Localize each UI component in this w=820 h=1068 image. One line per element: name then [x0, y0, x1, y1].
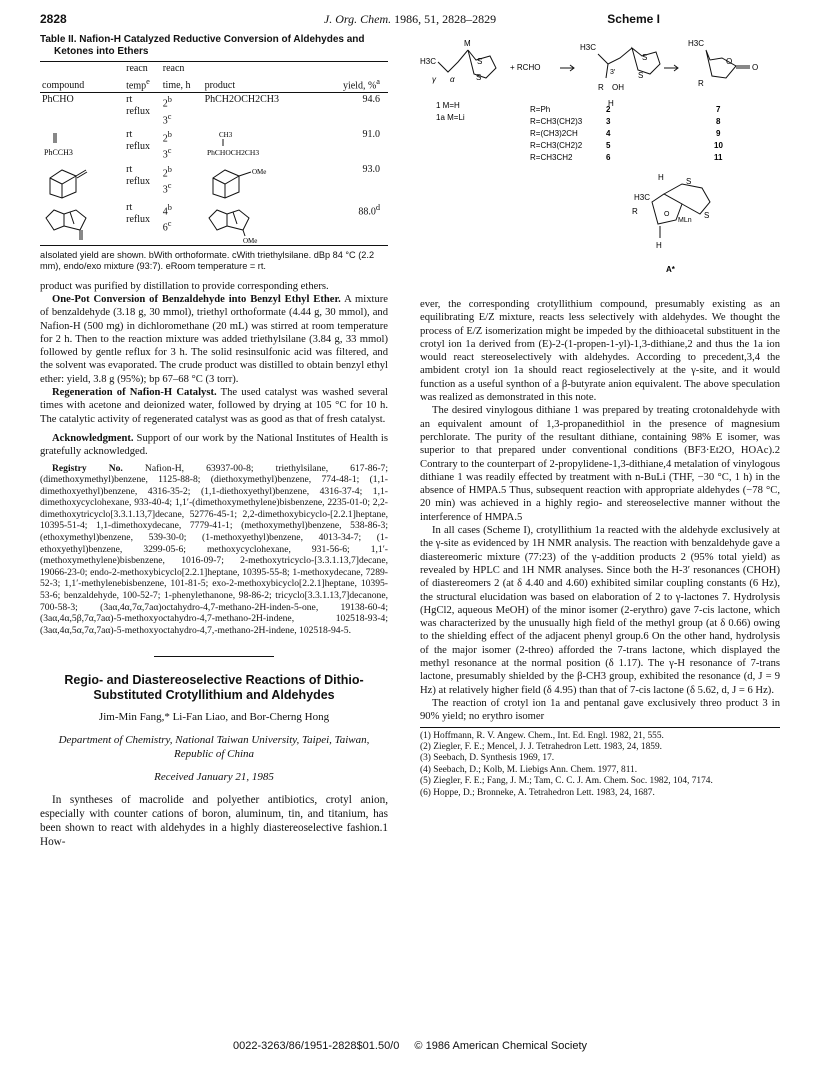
paragraph: One-Pot Conversion of Benzaldehyde into Benzyl Ethyl Ether. A mixture of benzaldehyde (3.18 g, 30 mmol), triethyl orthoformate (4.44 g, 30 mmol), and Nafion-H (500 mg) in dichloromethane (20 mL) was stirred at room temperature for 2 h. Then to the reaction mixture was added triethylsilane (3.84 g, 33 mmol) followed by gentle reflux for 3 h. The solid resinsulfonic acid was filtered, and the solvent was evaporated. The crude product was distilled to obtain benzyl ethyl ether: yield, 3.8 g (95%); bp 67–68 °C (3 torr). [40, 293, 388, 385]
adamantanone-structure [42, 164, 102, 200]
paragraph: Regeneration of Nafion-H Catalyst. The used catalyst was washed several times with acetone and deionized water, followed by drying at 105 °C for 10 h. The catalytic activity of regenerated catalyst was as good as that of fresh catalyst. [40, 387, 388, 425]
svg-text:R=CH3(CH2)3: R=CH3(CH2)3 [530, 117, 583, 126]
svg-text:MLn: MLn [678, 217, 692, 224]
article-code: 0022-3263/86/1951-2828$01.50/0 [232, 1040, 400, 1052]
time-cell: 2$^b$ 3$^c$ [162, 95, 172, 126]
paragraph: ever, the corresponding crotyllithium compound, presumably existing as an equilibrating E/Z mixture, reacts less selectively with aldehydes. We thought the process of E/Z isomerization might be impeded by the dithioacetal substituent in the crotyl ion 1a derived from (E)-2-(1-propen-1-yl)-1,3-dithiane,2 and thus the 1a ion would react stereoselectively with aldehydes. According to precedent,3,4 the ambident crotyl ion 1a should react regioselectively at the γ-site, and it would function as a useful synthon of a β-butyrate anion equivalent. The above speculation was realized as demonstrated in this note. [420, 299, 780, 404]
divider [154, 656, 274, 657]
product-cell [203, 128, 327, 163]
svg-text:R=Ph: R=Ph [530, 105, 551, 114]
svg-text:OMe: OMe [251, 167, 266, 176]
svg-text:3: 3 [606, 117, 611, 126]
svg-text:γ: γ [432, 75, 436, 84]
svg-text:S: S [638, 71, 644, 80]
svg-text:11: 11 [714, 153, 723, 162]
references [420, 727, 780, 799]
page-number: 2828 [40, 12, 67, 26]
svg-text:2: 2 [606, 105, 611, 114]
results-table [40, 61, 388, 246]
affiliation: Department of Chemistry, National Taiwan University, Taipei, Taiwan, Republic of China [58, 734, 370, 761]
svg-text:R=(CH3)2CH: R=(CH3)2CH [530, 129, 578, 138]
compound-cell: PhCHO [42, 94, 74, 106]
scheme-figure [420, 34, 780, 294]
compound-cell [40, 128, 124, 163]
svg-text:R: R [598, 83, 604, 92]
page-header [40, 12, 780, 32]
svg-text:R=CH3(CH2)2: R=CH3(CH2)2 [530, 141, 583, 150]
tricyclic-ketone-structure [42, 202, 102, 242]
svg-text:PhCCH3: PhCCH3 [44, 147, 73, 157]
yield-cell: 88.0$^d$ [326, 201, 388, 246]
svg-text:O: O [726, 57, 733, 66]
svg-text:9: 9 [716, 129, 721, 138]
methoxy-tricyclic-structure [205, 202, 295, 244]
svg-text:H3C: H3C [580, 43, 597, 52]
svg-text:A*: A* [666, 265, 675, 274]
r-group-list [530, 105, 583, 162]
acknowledgment: Acknowledgment. Support of our work by the National Institutes of Health is gratefully acknowledged. [40, 432, 388, 458]
yield-cell: 91.0 [362, 128, 380, 140]
paragraph: The desired vinylogous dithiane 1 was prepared by treating crotonaldehyde with an equivalent amount of 1,3-propanedithiol in the presence of magnesium perchlorate. The purity of the resultant dithiane, containing 98% E isomer, was superior to that prepared under conventional conditions (BF3·Et2O, HOAc).2 Contrary to the counterpart of 2-propylidene-1,3-dithiane,4 metalation of vinylogous dithiane 1 was readily effected by treatment with n-BuLi (THF, −30 °C, 1 h) in the absence of HMPA.5 Thus, subsequent reaction with appropriate aldehydes (−78 °C, 20 min) was achieved in a highly regio- and stereoselective manner without the interference of HMPA.5 [420, 405, 780, 523]
svg-text:M: M [464, 39, 471, 48]
svg-text:5: 5 [606, 141, 611, 150]
svg-text:S: S [686, 177, 692, 186]
table-row [40, 128, 388, 163]
svg-text:1a M=Li: 1a M=Li [436, 113, 465, 122]
product-cell: PhCH2OCH2CH3 [204, 94, 280, 106]
svg-text:6: 6 [606, 153, 611, 162]
svg-text:O: O [664, 211, 670, 218]
svg-text:H3C: H3C [420, 57, 437, 66]
reference-item: (2) Ziegler, F. E.; Mencel, J. J. Tetrahedron Lett. 1983, 24, 1859. [420, 741, 662, 752]
table-caption-label: Table II. [40, 34, 77, 45]
reference-item: (5) Ziegler, F. E.; Fang, J. M.; Tam, C. C. J. Am. Chem. Soc. 1982, 104, 7174. [420, 776, 713, 787]
citation: 1986, 51, 2828–2829 [394, 12, 497, 26]
svg-text:OH: OH [612, 83, 624, 92]
svg-text:CH3: CH3 [218, 130, 232, 139]
temp-cell: rt reflux [126, 94, 151, 118]
time-cell: 4$^b$ 6$^c$ [161, 201, 203, 246]
reference-item: (6) Hoppe, D.; Bronneke, A. Tetrahedron Lett. 1983, 24, 1687. [420, 787, 655, 798]
svg-text:S: S [476, 73, 482, 82]
col-product: product [203, 75, 327, 93]
svg-text:7: 7 [716, 105, 721, 114]
svg-text:R: R [698, 79, 704, 88]
registry-numbers: Registry No. Nafion-H, 63937-00-8; triethylsilane, 617-86-7; (dimethoxymethyl)benzene, 1125-88-8; (diethoxymethyl)benzene, 774-48-1; (1,1-dimethoxyethyl)benzene, 4316-35-2; (1,1-diethoxyethyl)benzene, 4316-37-4; 1,1-dimethoxycyclohexane, 933-40-4; 1,1′-(dimethoxymethylene)bisbenzene, 2235-01-0; 2,2-dimethoxytricyclo[3.3.1.13,7]decane, 52776-45-1; 2,2-dimethoxybicyclo-[2.2.1]heptane, 10395-51-4; 1,1-dimethoxydecane, 7779-41-1; (methoxymethyl)benzene, 538-86-3; (ethoxymethyl)benzene, 539-30-0; (1-methoxyethyl)benzene, 4013-34-7; (1-ethoxyethyl)benzene, 3299-05-6; methoxycyclohexane, 931-56-6; 1,1′-(methoxymethylene)bisbenzene, 1016-09-7; 2-methoxytricyclo-[3.3.1.13,7]decane, 19066-23-0; endo-2-methoxybicyclo[2.2.1]heptane, 10395-55-8; 1-methoxydecane, 7289-52-3; 1,1′-methylenebisbenzene, 101-81-5; exo-2-methoxybicyclo[2.2.1]heptane, 10395-53-6; benzaldehyde, 100-52-7; 1-phenylethanone, 98-86-2; tricyclo[3.3.1.13,7]decanone, 700-58-3; (3aα,4α,7α,7aα)octahydro-4,7-methano-2H-inden-5-one, 19138-60-4; (3aα,4α,5β,7α,7aα)-5-methoxyoctahydro-4,7-methano-2H-indene, 102518-93-4; (3aα,4α,5α,7α,7aα)-5-methoxyoctahydro-4,7,-methano-2H-indene, 102518-94-5. [40, 462, 389, 636]
svg-text:R: R [632, 207, 638, 216]
col-temp: temp$^e$ [124, 75, 161, 93]
paragraph: product was purified by distillation to provide corresponding ethers. [40, 280, 329, 292]
svg-text:S: S [642, 53, 648, 62]
svg-text:S: S [704, 211, 710, 220]
table-row [40, 201, 388, 246]
svg-text:H: H [658, 173, 664, 182]
table-row [40, 163, 388, 201]
svg-text:H: H [656, 241, 662, 250]
col-time-top: reacn [161, 62, 203, 76]
col-time: time, h [161, 75, 203, 93]
intro-paragraph: In syntheses of macrolide and polyether antibiotics, crotyl anion, especially with counter cations of boron, aluminum, tin, and titanium, has been shown to react with aldehydes in a highly diastereoselective fashion.1 How- [40, 794, 388, 849]
page-footer [40, 1040, 780, 1052]
compound-cell [40, 201, 124, 246]
compound-numbers-right [714, 105, 723, 162]
article-title: Regio- and Diastereoselective Reactions of Dithio-Substituted Crotyllithium and Aldehydes [64, 673, 364, 703]
svg-text:8: 8 [716, 117, 721, 126]
methoxyadamantane-structure [205, 164, 295, 200]
col-temp-top: reacn [124, 62, 161, 76]
article-header [40, 673, 388, 783]
svg-text:1 M=H: 1 M=H [436, 101, 460, 110]
compound-numbers-mid [606, 105, 611, 162]
svg-text:R=CH3CH2: R=CH3CH2 [530, 153, 573, 162]
svg-text:α: α [450, 75, 455, 84]
svg-text:H3C: H3C [634, 193, 651, 202]
table-caption [40, 34, 388, 58]
journal-citation [40, 12, 780, 27]
table-caption-text: Nafion-H Catalyzed Reductive Conversion of Aldehydes and Ketones into Ethers [54, 34, 365, 57]
product-cell [203, 163, 327, 201]
svg-text:OMe: OMe [242, 236, 257, 244]
svg-text:+ RCHO: + RCHO [510, 63, 541, 72]
paragraph: The reaction of crotyl ion 1a and pentanal gave exclusively threo product 3 in 90% yield; no erythro isomer [420, 697, 780, 723]
journal-name: J. Org. Chem. [323, 12, 392, 26]
col-compound: compound [40, 75, 124, 93]
table-footnotes: aIsolated yield are shown. bWith orthoformate. cWith triethylsilane. dBp 84 °C (2.2 mm), endo/exo mixture (93:7). eRoom temperature = rt. [40, 249, 375, 271]
reference-item: (3) Seebach, D. Synthesis 1969, 17. [420, 753, 555, 764]
left-column [40, 34, 388, 849]
paragraph: In all cases (Scheme I), crotyllithium 1a reacted with the aldehyde exclusively at the γ-site as evidenced by 1H NMR analysis. The reaction with benzaldehyde gave a diastereomeric mixture (77:23) of the γ-addition products 2 (95% total yield) as revealed by HPLC and 1H NMR analyses. Since both the H-3′ resonances (CHOH) of diastereomers 2 (at δ 4.40 and 4.60) exhibited similar coupling constants (6 Hz), the structural elucidation was based on elaboration of 2 to γ-lactones 7. Hydrolysis (HgCl2, aqueous MeOH) of the minor isomer (2-erythro) gave 7-cis lactone, which was characterized by the unusually high field of the methyl group (at δ 0.66) owing to the shielding effect of the adjacent phenyl group.6 On the other hand, hydrolysis of the major isomer (2-threo) afforded the 7-trans lactone, which displayed the methyl resonance at the normal position (δ 1.17). The γ-H resonance of 7-trans lactone, presumably shielded by the β-CH3 group, exhibited the resonance (d, J = 9 Hz) at relatively higher field (δ 4.95) than that of 7-cis lactone (δ 5.62, d, J = 6 Hz). [420, 525, 780, 696]
col-yield: yield, %$^a$ [326, 75, 388, 93]
product-structure [205, 129, 295, 157]
scheme-drawing [420, 34, 780, 294]
svg-text:PhCHOCH2CH3: PhCHOCH2CH3 [206, 147, 259, 157]
reference-item: (1) Hoffmann, R. V. Angew. Chem., Int. Ed. Engl. 1982, 21, 555. [420, 730, 664, 741]
time-cell: 2$^b$ 3$^c$ [162, 129, 172, 161]
temp-cell: rt reflux [124, 201, 161, 246]
compound-cell [40, 163, 124, 201]
svg-text:O: O [752, 63, 759, 72]
table-row [40, 93, 388, 128]
svg-text:3′: 3′ [610, 69, 616, 76]
svg-text:4: 4 [606, 129, 611, 138]
svg-text:H3C: H3C [688, 39, 705, 48]
authors: Jim-Min Fang,* Li-Fan Liao, and Bor-Cherng Hong [98, 711, 330, 724]
right-column [420, 34, 780, 799]
received-date: Received January 21, 1985 [154, 771, 274, 784]
temp-cell: rt reflux [126, 128, 151, 152]
copyright: © 1986 American Chemical Society [414, 1040, 587, 1052]
svg-text:S: S [477, 57, 483, 66]
reference-item: (4) Seebach, D.; Kolb, M. Liebigs Ann. Chem. 1977, 811. [420, 764, 638, 775]
svg-text:H: H [608, 99, 614, 108]
yield-cell: 93.0 [362, 163, 380, 175]
transition-state-structure [632, 173, 710, 274]
temp-cell: rt reflux [126, 163, 151, 187]
scheme-title: Scheme I [607, 12, 660, 26]
yield-cell: 94.6 [362, 94, 380, 106]
acetophenone-structure [42, 129, 102, 157]
time-cell: 2$^b$ 3$^c$ [162, 164, 172, 196]
svg-text:10: 10 [714, 141, 723, 150]
product-cell [203, 201, 327, 246]
